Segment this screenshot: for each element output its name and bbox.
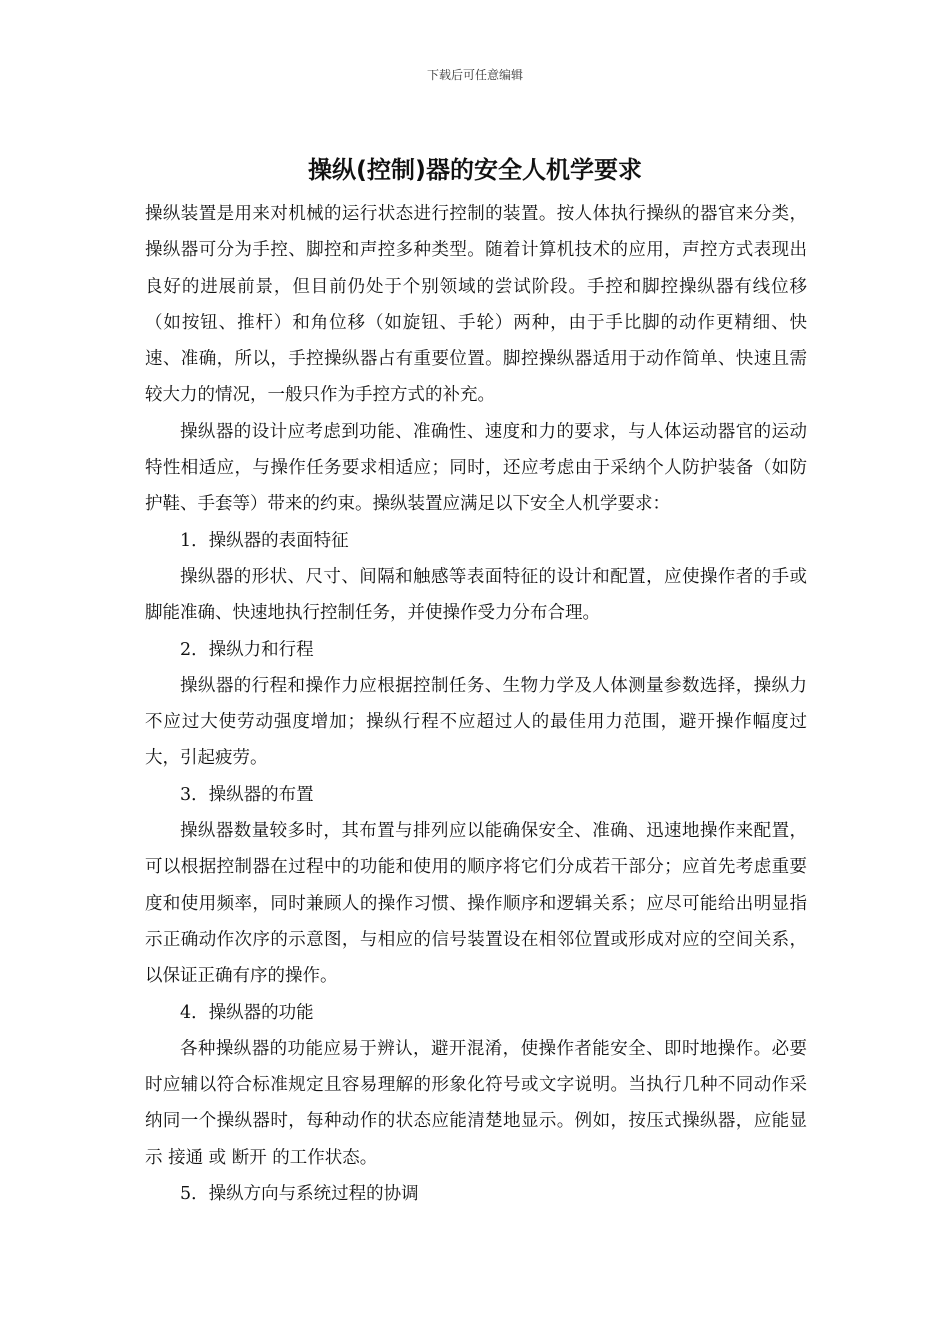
section-heading-2: 2．操纵力和行程 xyxy=(180,639,314,660)
paragraph-section-4: 各种操纵器的功能应易于辨认，避开混淆，使操作者能安全、即时地操作。必要时应辅以符合标准规定且容易理解的形象化符号或文字说明。当执行几种不同动作采纳同一个操纵器时，每种动作的状态应能清楚地显示。例如，按压式操纵器，应能显示 接通 或 断开 的工作状态。 xyxy=(145,1038,807,1168)
section-heading-3: 3．操纵器的布置 xyxy=(180,784,314,805)
section-heading-5: 5．操纵方向与系统过程的协调 xyxy=(180,1184,419,1205)
document-title: 操纵(控制)器的安全人机学要求 xyxy=(308,156,642,184)
paragraph-design-requirements: 操纵器的设计应考虑到功能、准确性、速度和力的要求，与人体运动器官的运动特性相适应，与操作任务要求相适应；同时，还应考虑由于采纳个人防护装备（如防护鞋、手套等）带来的约束。操纵装置应满足以下安全人机学要求： xyxy=(145,421,807,515)
paragraph-section-3: 操纵器数量较多时，其布置与排列应以能确保安全、准确、迅速地操作来配置，可以根据控制器在过程中的功能和使用的顺序将它们分成若干部分；应首先考虑重要度和使用频率，同时兼顾人的操作习惯、操作顺序和逻辑关系；应尽可能给出明显指示正确动作次序的示意图，与相应的信号装置设在相邻位置或形成对应的空间关系，以保证正确有序的操作。 xyxy=(145,821,807,987)
header-note: 下载后可任意编辑 xyxy=(426,68,523,82)
document-body xyxy=(145,196,807,1212)
paragraph-section-2: 操纵器的行程和操作力应根据控制任务、生物力学及人体测量参数选择，操纵力不应过大使劳动强度增加；操纵行程不应超过人的最佳用力范围，避开操作幅度过大，引起疲劳。 xyxy=(145,675,807,769)
section-heading-1: 1．操纵器的表面特征 xyxy=(180,530,349,551)
paragraph-intro: 操纵装置是用来对机械的运行状态进行控制的装置。按人体执行操纵的器官来分类，操纵器可分为手控、脚控和声控多种类型。随着计算机技术的应用，声控方式表现出良好的进展前景，但目前仍处于个别领域的尝试阶段。手控和脚控操纵器有线位移（如按钮、推杆）和角位移（如旋钮、手轮）两种，由于手比脚的动作更精细、快速、准确，所以，手控操纵器占有重要位置。脚控操纵器适用于动作简单、快速且需较大力的情况，一般只作为手控方式的补充。 xyxy=(145,204,807,406)
paragraph-section-1: 操纵器的形状、尺寸、间隔和触感等表面特征的设计和配置，应使操作者的手或脚能准确、快速地执行控制任务，并使操作受力分布合理。 xyxy=(145,566,807,624)
section-heading-4: 4．操纵器的功能 xyxy=(180,1002,314,1023)
